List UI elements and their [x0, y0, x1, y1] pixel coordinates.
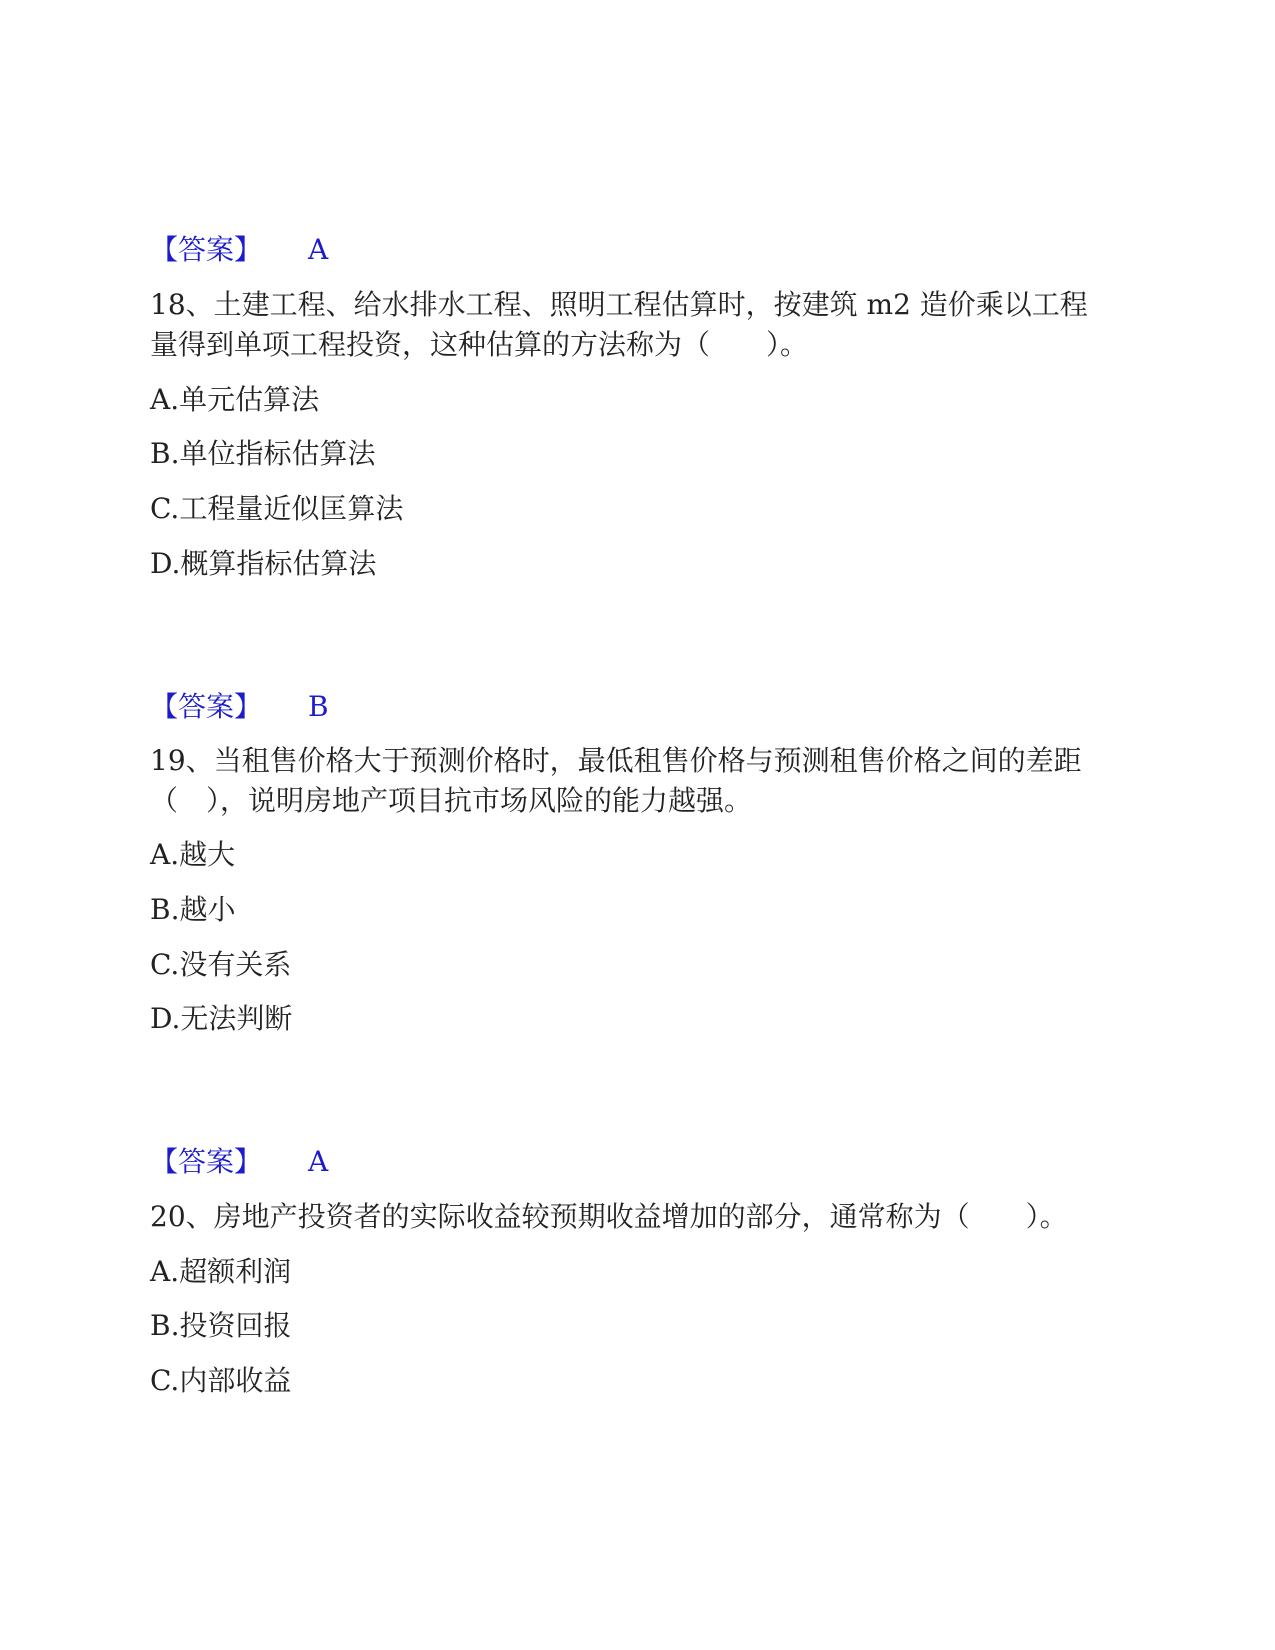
option-a: A.单元估算法	[150, 383, 320, 416]
option-b: B.单位指标估算法	[150, 437, 376, 470]
option-a: A.越大	[150, 838, 236, 871]
question-text-line: （ ），说明房地产项目抗市场风险的能力越强。	[150, 784, 753, 817]
answer-line	[150, 1142, 328, 1182]
answer-value: B	[308, 690, 329, 723]
option-b: B.越小	[150, 893, 236, 926]
answer-line	[150, 687, 329, 727]
answer-label: 【答案】	[150, 1145, 263, 1178]
question-text-line: 量得到单项工程投资，这种估算的方法称为（ ）。	[150, 328, 809, 361]
question-text-line: 20、房地产投资者的实际收益较预期收益增加的部分，通常称为（ ）。	[150, 1200, 1068, 1233]
question-text-line: 19、当租售价格大于预测价格时，最低租售价格与预测租售价格之间的差距	[150, 744, 1082, 777]
answer-line	[150, 230, 328, 270]
answer-value: A	[308, 233, 329, 266]
option-a: A.超额利润	[150, 1255, 292, 1288]
answer-label: 【答案】	[150, 690, 263, 723]
answer-label: 【答案】	[150, 233, 263, 266]
option-c: C.没有关系	[150, 948, 292, 981]
option-b: B.投资回报	[150, 1309, 292, 1342]
option-d: D.概算指标估算法	[150, 547, 377, 580]
option-d: D.无法判断	[150, 1002, 293, 1035]
question-text-line: 18、土建工程、给水排水工程、照明工程估算时，按建筑 m2 造价乘以工程	[150, 288, 1088, 321]
option-c: C.工程量近似匡算法	[150, 492, 404, 525]
option-c: C.内部收益	[150, 1364, 292, 1397]
answer-value: A	[308, 1145, 329, 1178]
